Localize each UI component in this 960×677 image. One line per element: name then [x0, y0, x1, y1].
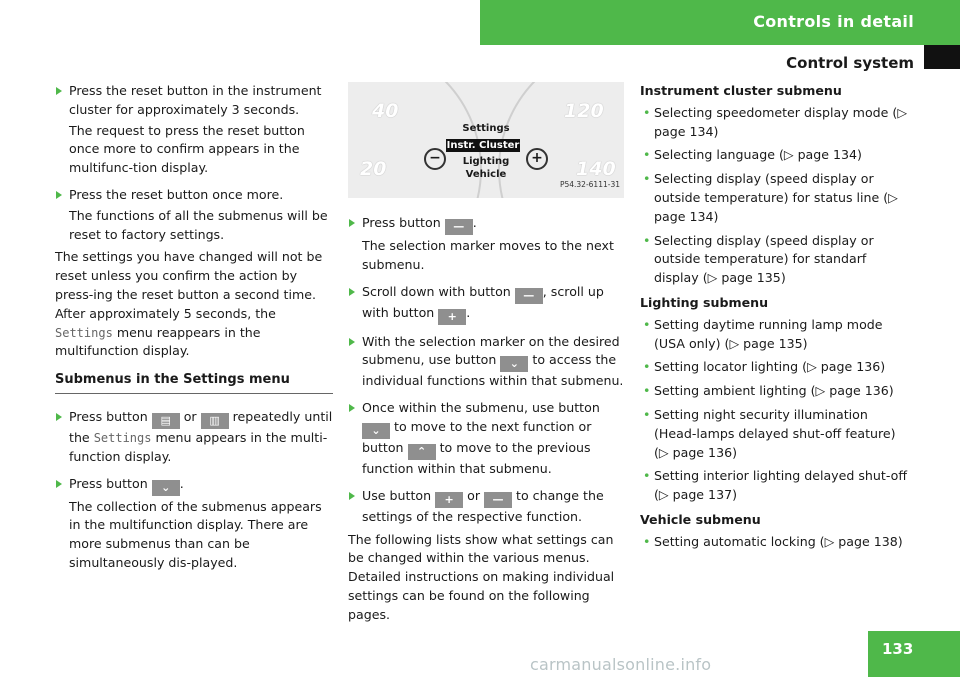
- c2s4-mid: to move to the next function or button: [362, 418, 592, 455]
- sec3-item: • Setting automatic locking (▷ page 138): [640, 533, 912, 552]
- page-left-button-icon: ▤: [152, 413, 180, 429]
- dial-20: 20: [360, 158, 387, 180]
- step-3-or: or: [183, 408, 197, 424]
- menu-item-vehicle: Vehicle: [465, 169, 507, 180]
- column-right: [640, 82, 912, 552]
- step-3-mid: repeatedly until the: [69, 408, 333, 445]
- menu-selected-item: Instr. Cluster: [446, 140, 520, 151]
- down-button-icon-2: ⌄: [500, 356, 528, 372]
- step-3-post: menu appears in the multi-function display.: [69, 429, 328, 464]
- step-1-desc: The request to press the reset button once more to confirm appears in the multifunc-tion display.: [69, 122, 305, 176]
- col2-step-1-desc: The selection marker moves to the next submenu.: [362, 238, 614, 272]
- sec1-item: • Selecting language (▷ page 134): [640, 146, 912, 165]
- down-button-icon: ⌄: [152, 480, 180, 496]
- page-title: Control system: [786, 54, 914, 72]
- section-heading: Submenus in the Settings menu: [55, 371, 333, 394]
- step-2: Press the reset button once more.: [55, 186, 333, 205]
- step-1: Press the reset button in the instrument cluster for approximately 3 seconds.: [55, 82, 333, 120]
- section-banner: [480, 0, 960, 45]
- c2s2-post: .: [466, 304, 471, 320]
- c2s1-post: .: [472, 215, 477, 230]
- sec2-item: • Setting interior lighting delayed shut-off (▷ page 137): [640, 467, 912, 505]
- step-2-desc: The functions of all the submenus will be reset to factory settings.: [69, 207, 328, 242]
- page-right-button-icon: ▥: [201, 413, 229, 429]
- dial-140: 140: [576, 158, 616, 180]
- minus-button-icon-2: —: [515, 288, 543, 304]
- plus-button-icon-2: +: [435, 492, 463, 508]
- col2-step-3: [348, 333, 624, 392]
- step-3-pre: Press button: [69, 408, 148, 424]
- step-4-pre: Press button: [69, 475, 148, 491]
- sec2-item: • Setting ambient lighting (▷ page 136): [640, 382, 912, 401]
- c2s5-pre: Use button: [362, 487, 432, 503]
- lighting-heading: Lighting submenu: [640, 294, 769, 310]
- c2s3-pre: With the selection marker on the desired submenu, use button: [362, 333, 620, 368]
- c2s2-mid: , scroll up with button: [362, 283, 604, 320]
- col2-step-2: [348, 283, 624, 325]
- vehicle-heading: Vehicle submenu: [640, 511, 761, 527]
- c2s2-pre: Scroll down with button: [362, 283, 511, 299]
- column-left: [55, 82, 333, 573]
- section-marker: [924, 45, 960, 69]
- col2-step-5: [348, 487, 624, 527]
- col2-paragraph: The following lists show what settings can be changed within the various menus. Detailed instructions on making individual settings can be found on the following pages.: [348, 531, 615, 622]
- reset-paragraph: [55, 248, 333, 361]
- sec1-item: • Selecting display (speed display or outside temperature) for standarf display (▷ page 135): [640, 232, 912, 288]
- column-middle: [348, 82, 624, 625]
- step-4-post: .: [179, 475, 184, 491]
- minus-button-icon-3: —: [484, 492, 512, 508]
- minus-button-icon: —: [445, 219, 473, 235]
- c2s3-post: to access the individual functions within that submenu.: [362, 352, 624, 389]
- instrument-display-image: [348, 82, 624, 198]
- plus-circle-icon: +: [526, 148, 548, 170]
- menu-item-lighting: Lighting: [462, 156, 510, 167]
- image-reference: P54.32-6111-31: [559, 180, 620, 190]
- minus-circle-icon: −: [424, 148, 446, 170]
- menu-title: Settings: [462, 123, 510, 134]
- c2s5-post: to change the settings of the respective function.: [362, 487, 604, 524]
- sec1-item: • Selecting display (speed display or outside temperature) for status line (▷ page 134): [640, 170, 912, 226]
- c2s1-pre: Press button: [362, 215, 441, 230]
- step-4-desc: The collection of the submenus appears in the multifunction display. There are more submenus than can be simultaneously dis-played.: [69, 498, 322, 570]
- c2s4-pre: Once within the submenu, use button: [362, 400, 600, 416]
- watermark: carmanualsonline.info: [530, 655, 712, 674]
- para-text-b: menu reappears in the multifunction display.: [55, 324, 261, 359]
- sec2-item: • Setting night security illumination (Head-lamps delayed shut-off feature) (▷ page 136): [640, 406, 912, 462]
- sec1-item: • Selecting speedometer display mode (▷ page 134): [640, 104, 912, 142]
- c2s5-or: or: [467, 487, 480, 503]
- instrument-cluster-heading: Instrument cluster submenu: [640, 83, 842, 98]
- step-3: [55, 408, 333, 467]
- c2s4-post: to move to the previous function within that submenu.: [362, 439, 591, 476]
- sec2-item: • Setting daytime running lamp mode (USA only) (▷ page 135): [640, 316, 912, 354]
- col2-step-1: [348, 214, 624, 235]
- up-button-icon: ⌃: [408, 444, 436, 460]
- sec2-item: • Setting locator lighting (▷ page 136): [640, 358, 912, 377]
- settings-mono: Settings: [55, 325, 113, 340]
- down-button-icon-3: ⌄: [362, 423, 390, 439]
- col2-step-4: [348, 399, 624, 479]
- page-number-box: [868, 631, 960, 677]
- dial-120: 120: [564, 100, 604, 122]
- plus-button-icon: +: [438, 309, 466, 325]
- section-title: Controls in detail: [753, 12, 914, 31]
- dial-40: 40: [372, 100, 399, 122]
- para-text-a: The settings you have changed will not be reset unless you confirm the action by press-ing the reset button a second time. After approximately 5 seconds, the: [55, 249, 323, 321]
- step-4: [55, 475, 333, 496]
- page-number: 133: [882, 640, 914, 658]
- settings-mono-2: Settings: [93, 430, 152, 445]
